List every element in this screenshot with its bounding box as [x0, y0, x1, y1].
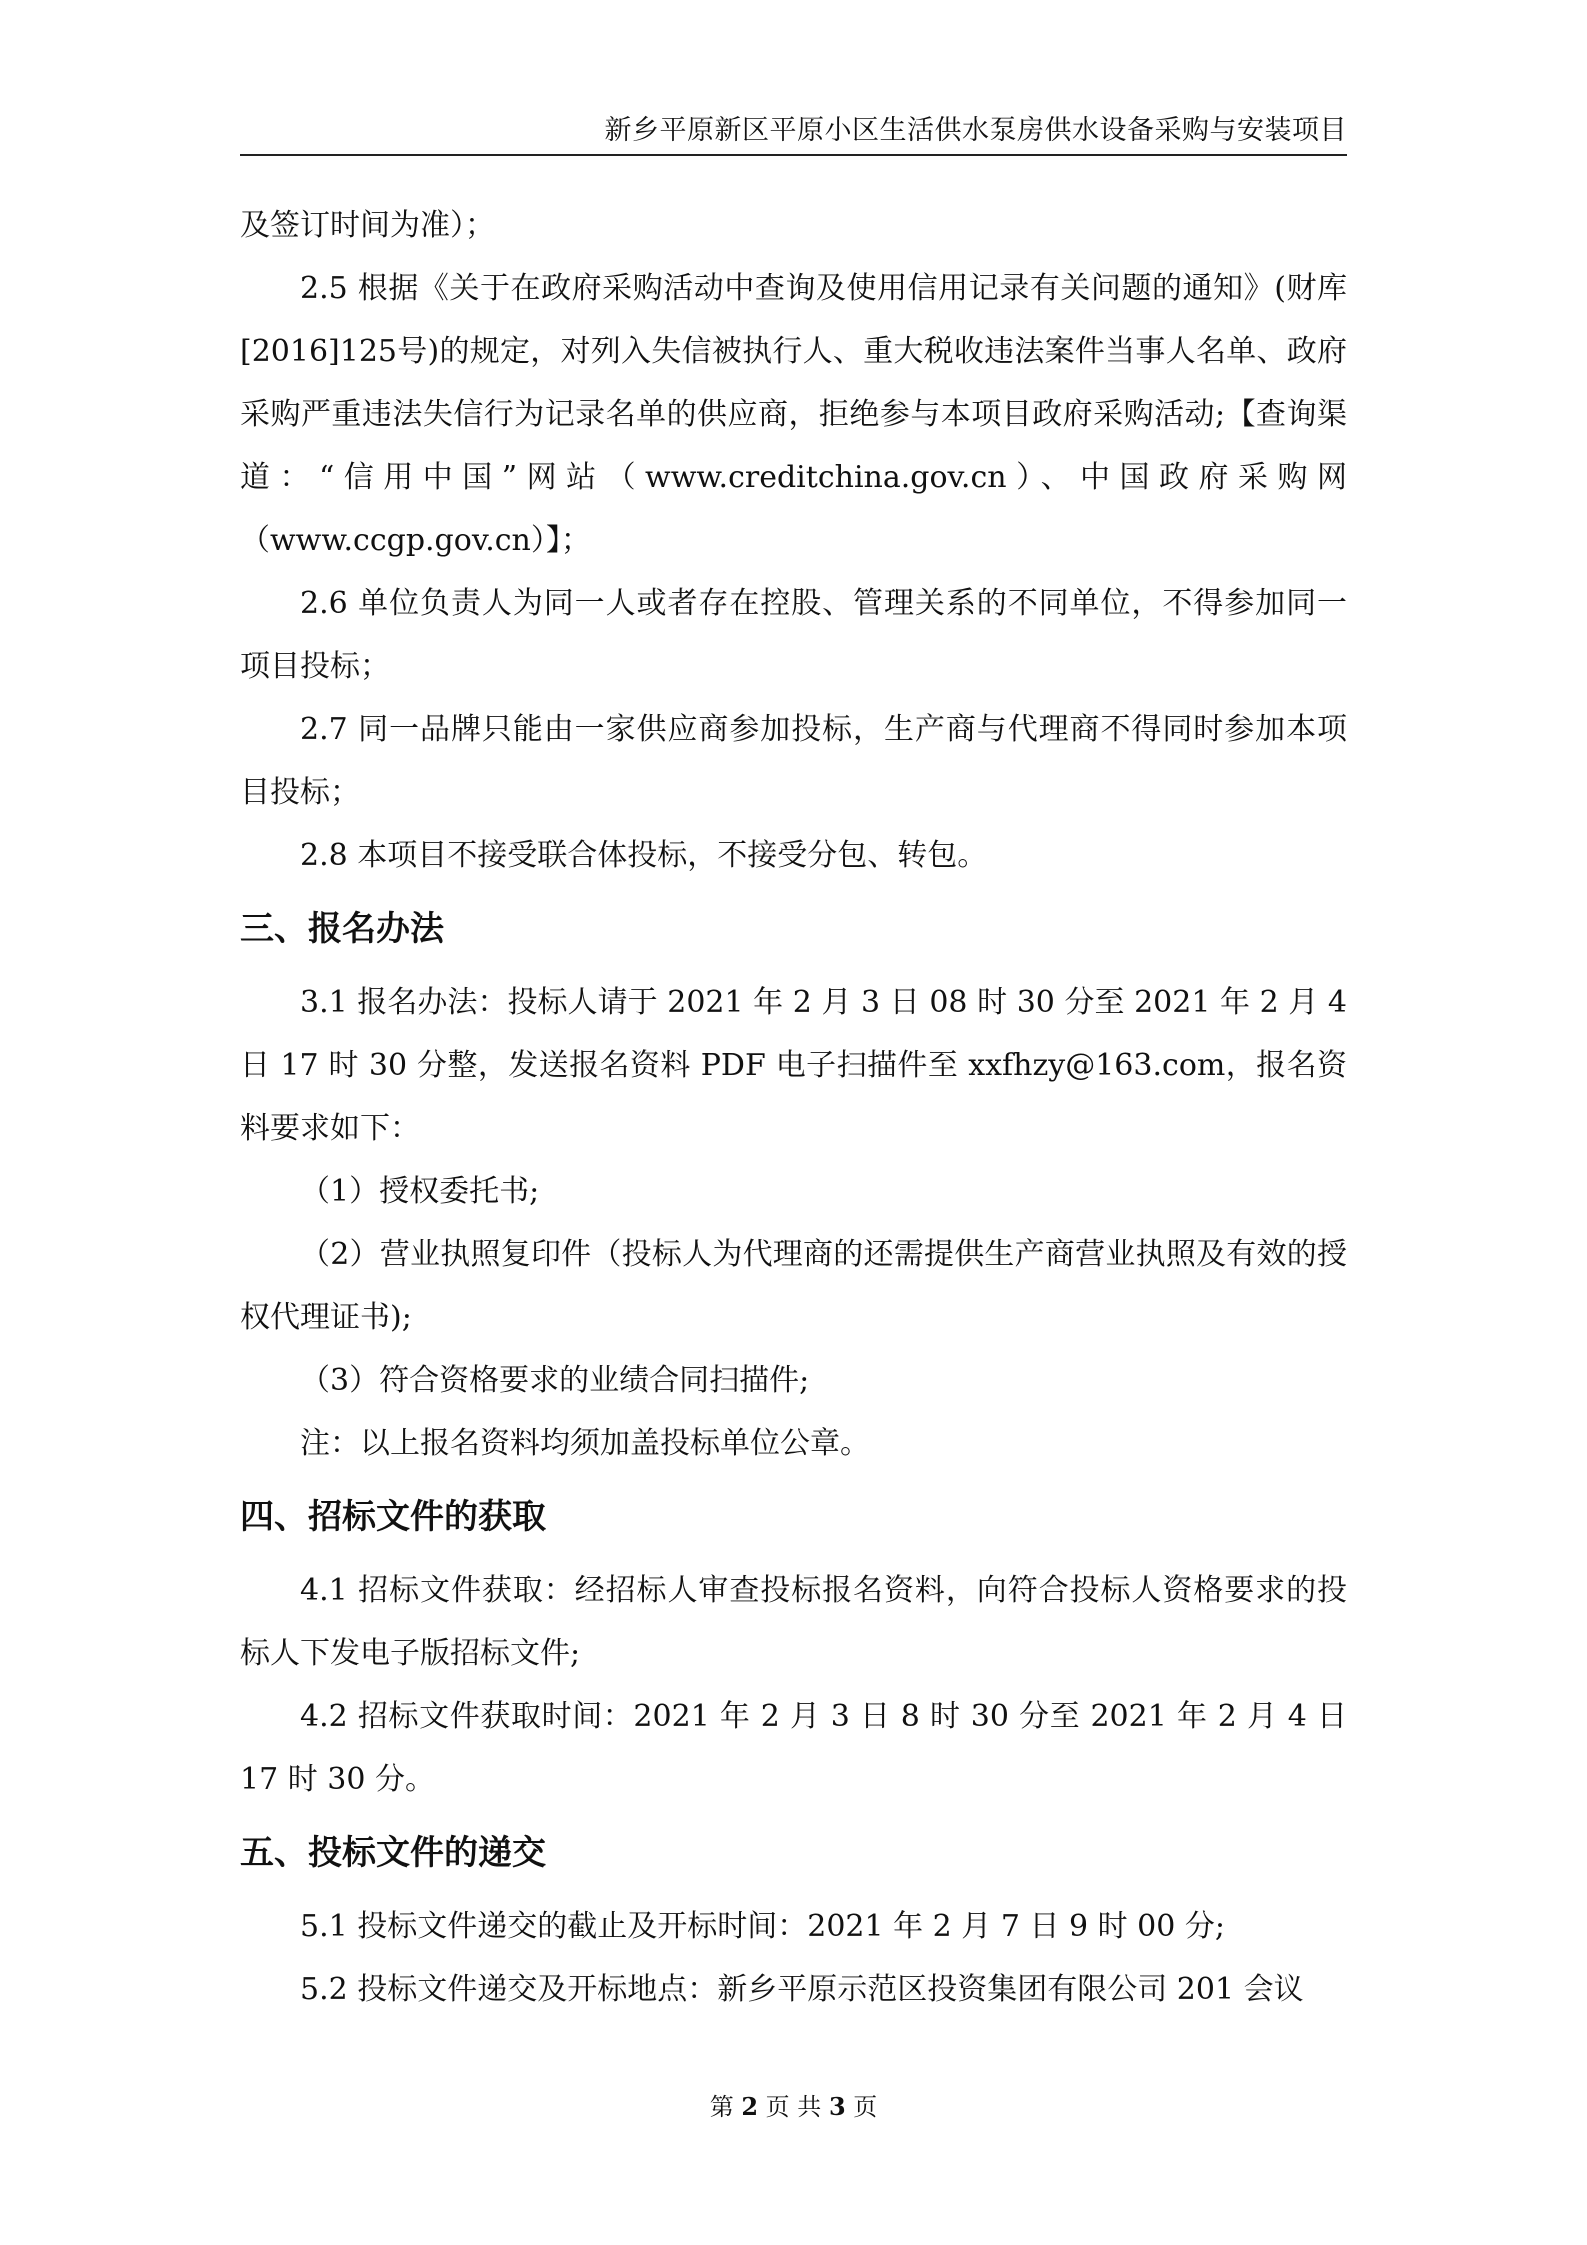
- paragraph-3-1: 3.1 报名办法：投标人请于 2021 年 2 月 3 日 08 时 30 分至 2021 年 2 月 4 日 17 时 30 分整，发送报名资料 PDF 电子扫描件至 xxfhzy@163.com，报名资料要求如下：: [240, 985, 1347, 1146]
- section-heading-registration: 三、报名办法: [240, 909, 444, 949]
- footer-prefix: 第: [709, 2093, 734, 2121]
- paragraph-5-2: 5.2 投标文件递交及开标地点：新乡平原示范区投资集团有限公司 201 会议: [300, 1972, 1304, 2007]
- list-item: （2）营业执照复印件（投标人为代理商的还需提供生产商营业执照及有效的授权代理证书);: [240, 1237, 1347, 1335]
- paragraph-2-8: 2.8 本项目不接受联合体投标，不接受分包、转包。: [300, 838, 988, 873]
- document-body: [240, 194, 1347, 2021]
- paragraph-4-1: 4.1 招标文件获取：经招标人审查投标报名资料，向符合投标人资格要求的投标人下发电子版招标文件;: [240, 1573, 1347, 1671]
- paragraph-2-7: 2.7 同一品牌只能由一家供应商参加投标，生产商与代理商不得同时参加本项目投标；: [240, 712, 1347, 810]
- note-paragraph: 注：以上报名资料均须加盖投标单位公章。: [300, 1426, 870, 1461]
- page-footer: [0, 2092, 1587, 2122]
- paragraph-5-1: 5.1 投标文件递交的截止及开标时间：2021 年 2 月 7 日 9 时 00 分;: [300, 1909, 1225, 1944]
- page-header: [240, 108, 1347, 156]
- list-item: （3）符合资格要求的业绩合同扫描件;: [300, 1363, 810, 1398]
- total-pages-number: 3: [828, 2092, 846, 2121]
- section-heading-submission: 五、投标文件的递交: [240, 1833, 546, 1873]
- footer-suffix: 页: [853, 2093, 878, 2121]
- section-heading-obtain-documents: 四、招标文件的获取: [240, 1497, 546, 1537]
- current-page-number: 2: [741, 2092, 759, 2121]
- paragraph-2-6: 2.6 单位负责人为同一人或者存在控股、管理关系的不同单位，不得参加同一项目投标；: [240, 586, 1347, 684]
- list-item: （1）授权委托书;: [300, 1174, 540, 1209]
- header-title: 新乡平原新区平原小区生活供水泵房供水设备采购与安装项目: [604, 115, 1347, 146]
- paragraph-2-5: 2.5 根据《关于在政府采购活动中查询及使用信用记录有关问题的通知》(财库[2016]125号)的规定，对列入失信被执行人、重大税收违法案件当事人名单、政府采购严重违法失信行为记录名单的供应商，拒绝参与本项目政府采购活动;【查询渠道：“信用中国”网站（www.creditchina.gov.cn）、中国政府采购网（www.ccgp.gov.cn）】；: [240, 271, 1347, 558]
- footer-middle: 页 共: [765, 2093, 822, 2121]
- paragraph-4-2: 4.2 招标文件获取时间：2021 年 2 月 3 日 8 时 30 分至 2021 年 2 月 4 日 17 时 30 分。: [240, 1699, 1347, 1797]
- paragraph: 及签订时间为准）；: [240, 208, 495, 243]
